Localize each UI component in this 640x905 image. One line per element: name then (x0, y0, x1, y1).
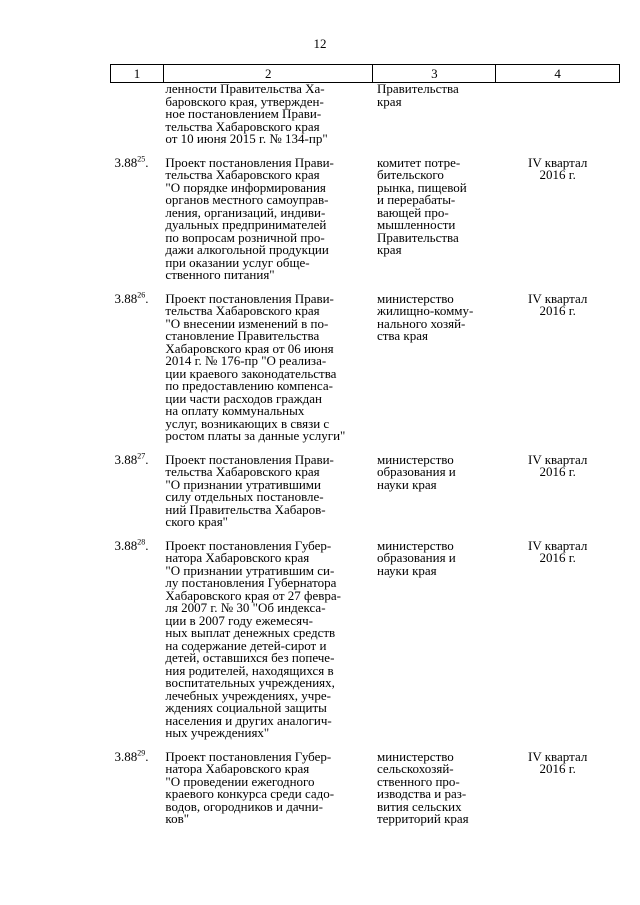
item-number-superscript: 25 (137, 154, 146, 164)
item-number-base: 3.88 (114, 748, 138, 764)
item-description: Проект постановления Прави- тельства Хабаровского края "О признании утратившими силу отдельных постановле- ний Правительства Хабаров- ского края" (165, 451, 334, 529)
item-number (111, 451, 164, 529)
item-number-suffix: . (145, 154, 149, 170)
item-deadline: IV квартал 2016 г. (527, 748, 588, 776)
item-responsible: комитет потре- бительского рынка, пищевой и перерабаты- вающей про- мышленности Правительства края (376, 154, 467, 257)
table-row (111, 751, 620, 826)
item-number (111, 154, 164, 282)
item-description: Проект постановления Губер- натора Хабаровского края "О признании утратившим си- лу постановления Губернатора Хабаровского края от 27 февра- ля 2007 г. № 30 "Об индекса- ции в 2007 году ежемесяч- ных выплат денежных средств на содержание детей-сирот и детей, оставшихся без попече- ния родителей, находящихся в воспитательных учреждениях, лечебных учреждениях, учре- ждениях социальной защиты населения и других аналогич- ных учреждениях" (165, 537, 341, 740)
item-deadline: IV квартал 2016 г. (527, 537, 588, 565)
item-description: ленности Правительства Ха- баровского края, утвержден- ное постановлением Прави- тельства Хабаровского края от 10 июня 2015 г. № 134-пр" (165, 81, 328, 146)
item-number-superscript: 27 (137, 451, 146, 461)
column-header: 1 (111, 65, 164, 83)
item-number-superscript: 29 (137, 748, 146, 758)
item-responsible: министерство сельскохозяй- ственного про- изводства и раз- вития сельских территорий края (376, 748, 469, 826)
page-number: 12 (313, 36, 327, 51)
item-number-base: 3.88 (114, 290, 138, 306)
item-deadline: IV квартал 2016 г. (527, 451, 588, 479)
item-deadline: IV квартал 2016 г. (527, 154, 588, 182)
item-responsible: министерство образования и науки края (376, 537, 456, 578)
item-deadline (496, 83, 620, 146)
item-responsible: министерство жилищно-комму- нального хозяй- ства края (376, 290, 474, 343)
item-number-superscript: 26 (137, 290, 146, 300)
item-number-suffix: . (145, 537, 149, 553)
item-number (111, 290, 164, 443)
item-number-superscript: 28 (137, 537, 146, 547)
table-row (111, 454, 620, 529)
item-number-base: 3.88 (114, 451, 138, 467)
column-header: 4 (496, 65, 620, 83)
item-number-suffix: . (145, 290, 149, 306)
table-row (111, 83, 620, 146)
column-header: 3 (373, 65, 496, 83)
item-description: Проект постановления Губер- натора Хабаровского края "О проведении ежегодного краевого конкурса среди садо- водов, огородников и дачни- ков" (165, 748, 335, 826)
item-responsible: Правительства края (376, 81, 459, 109)
item-responsible: министерство образования и науки края (376, 451, 456, 492)
table-row (111, 540, 620, 740)
column-header: 2 (163, 65, 373, 83)
plan-table (110, 64, 620, 826)
item-number-base: 3.88 (114, 154, 138, 170)
item-number (111, 748, 164, 826)
item-number (111, 537, 164, 740)
table-row (111, 293, 620, 443)
table-row (111, 157, 620, 282)
table-header-row (111, 65, 620, 83)
item-description: Проект постановления Прави- тельства Хабаровского края "О порядке информирования органов местного самоуправ- ления, организаций, индиви- дуальных предпринимателей по вопросам розничной про- дажи алкогольной продукции при оказании услуг обще- ственного питания" (165, 154, 334, 282)
item-number-suffix: . (145, 451, 149, 467)
item-description: Проект постановления Прави- тельства Хабаровского края "О внесении изменений в по- становление Правительства Хабаровского края от 06 июня 2014 г. № 176-пр "О реализа- ции краевого законодательства по предоставлению компенса- ции части расходов граждан на оплату коммунальных услуг, возникающих в связи с ростом платы за данные услуги" (165, 290, 346, 443)
item-number-base: 3.88 (114, 537, 138, 553)
item-number (111, 83, 164, 146)
item-deadline: IV квартал 2016 г. (527, 290, 588, 318)
item-number-suffix: . (145, 748, 149, 764)
